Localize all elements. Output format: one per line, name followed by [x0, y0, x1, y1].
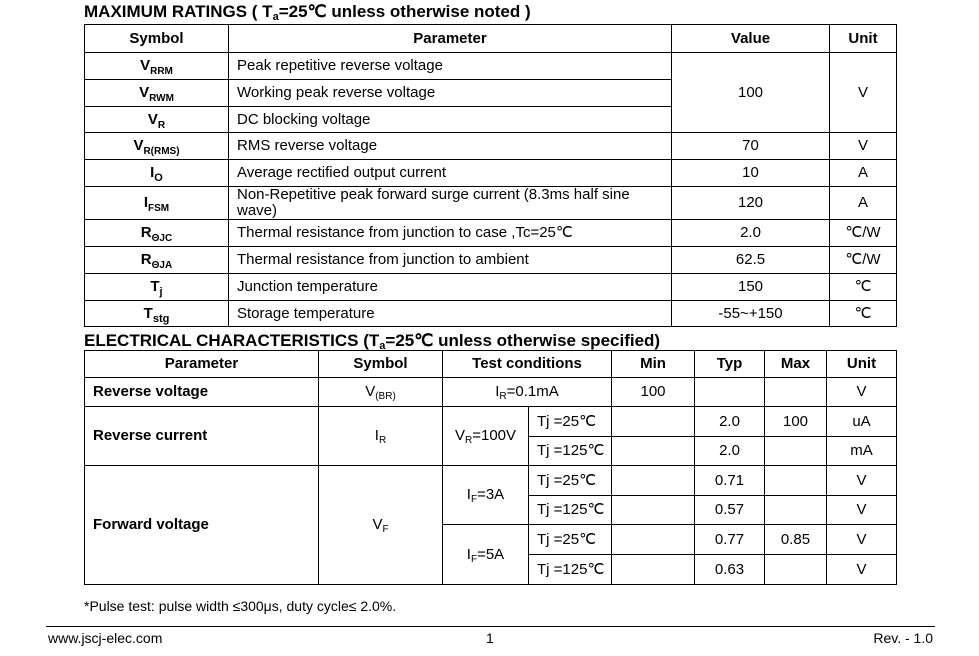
unit-cell: A: [830, 160, 897, 187]
unit-cell: ℃/W: [830, 247, 897, 274]
min-cell: [612, 496, 695, 525]
typ-cell: [695, 378, 765, 407]
tj-cell: Tj =25℃: [529, 525, 612, 555]
parameter-cell: Storage temperature: [229, 301, 672, 327]
tj-cell: Tj =25℃: [529, 466, 612, 496]
unit-cell: V: [827, 555, 897, 585]
parameter-cell: RMS reverse voltage: [229, 133, 672, 160]
electrical-characteristics-table: [84, 350, 897, 585]
table-row: [85, 133, 897, 160]
symbol-cell: $V_{R(RMS)}$: [85, 133, 229, 160]
symbol-cell: $T_{stg}$: [85, 301, 229, 327]
electrical-characteristics-title: ELECTRICAL CHARACTERISTICS ($T_a=25℃$ unless otherwise specified): [84, 331, 661, 352]
min-cell: [612, 437, 695, 466]
typ-cell: 0.63: [695, 555, 765, 585]
value-cell: 150: [672, 274, 830, 301]
table-row: [85, 247, 897, 274]
symbol-cell: $I_R$: [319, 407, 443, 466]
value-cell: 2.0: [672, 220, 830, 247]
parameter-cell: Average rectified output current: [229, 160, 672, 187]
table-row: [85, 378, 897, 407]
unit-cell: ℃: [830, 274, 897, 301]
tj-cell: Tj =125℃: [529, 555, 612, 585]
symbol-cell: $V_F$: [319, 466, 443, 585]
tj-cell: Tj =25℃: [529, 407, 612, 437]
table-row: [85, 466, 897, 496]
table-row: [85, 220, 897, 247]
header-test-conditions: Test conditions: [443, 351, 612, 378]
parameter-cell: Non-Repetitive peak forward surge current (8.3ms half sine wave): [229, 187, 672, 220]
typ-cell: 2.0: [695, 407, 765, 437]
min-cell: 100: [612, 378, 695, 407]
header-min: Min: [612, 351, 695, 378]
table-row: [85, 407, 897, 437]
footer-page-number: 1: [486, 630, 494, 646]
footer-website: www.jscj-elec.com: [48, 630, 163, 646]
symbol-cell: $T_j$: [85, 274, 229, 301]
symbol-cell: $I_{FSM}$: [85, 187, 229, 220]
symbol-cell: $I_O$: [85, 160, 229, 187]
parameter-cell: Junction temperature: [229, 274, 672, 301]
value-cell: 120: [672, 187, 830, 220]
typ-cell: 2.0: [695, 437, 765, 466]
header-unit: Unit: [830, 25, 897, 53]
pulse-test-note: *Pulse test: pulse width ≤300μs, duty cycle≤ 2.0%.: [84, 598, 397, 614]
symbol-cell: $V_{RWM}$: [85, 80, 229, 107]
min-cell: [612, 466, 695, 496]
parameter-cell: DC blocking voltage: [229, 107, 672, 133]
symbol-cell: $R_{\Theta JC}$: [85, 220, 229, 247]
value-cell: 62.5: [672, 247, 830, 274]
parameter-cell: Thermal resistance from junction to case ,Tc=25℃: [229, 220, 672, 247]
typ-cell: 0.57: [695, 496, 765, 525]
unit-cell: mA: [827, 437, 897, 466]
header-parameter: Parameter: [85, 351, 319, 378]
symbol-cell: $V_R$: [85, 107, 229, 133]
header-value: Value: [672, 25, 830, 53]
footer-revision: Rev. - 1.0: [873, 630, 933, 646]
symbol-cell: $V_{RRM}$: [85, 53, 229, 80]
header-typ: Typ: [695, 351, 765, 378]
symbol-cell: $R_{\Theta JA}$: [85, 247, 229, 274]
typ-cell: 0.71: [695, 466, 765, 496]
tj-cell: Tj =125℃: [529, 437, 612, 466]
min-cell: [612, 555, 695, 585]
footer-divider: [46, 626, 935, 627]
header-max: Max: [765, 351, 827, 378]
parameter-cell: Reverse voltage: [85, 378, 319, 407]
max-ratings-table: [84, 24, 897, 327]
test-condition-cell: $I_F=5A$: [443, 525, 529, 585]
table-row: [85, 274, 897, 301]
header-symbol: Symbol: [319, 351, 443, 378]
parameter-cell: Working peak reverse voltage: [229, 80, 672, 107]
test-condition-cell: $V_R=100V$: [443, 407, 529, 466]
value-cell: 70: [672, 133, 830, 160]
table-row: [85, 301, 897, 327]
unit-cell: A: [830, 187, 897, 220]
parameter-cell: Reverse current: [85, 407, 319, 466]
max-cell: [765, 378, 827, 407]
unit-cell: V: [830, 53, 897, 133]
parameter-cell: Peak repetitive reverse voltage: [229, 53, 672, 80]
max-cell: [765, 437, 827, 466]
value-cell: 10: [672, 160, 830, 187]
header-symbol: Symbol: [85, 25, 229, 53]
test-condition-cell: $I_R=0.1mA$: [443, 378, 612, 407]
unit-cell: ℃: [830, 301, 897, 327]
parameter-cell: Thermal resistance from junction to ambient: [229, 247, 672, 274]
table-row: [85, 160, 897, 187]
unit-cell: V: [827, 378, 897, 407]
max-cell: [765, 496, 827, 525]
unit-cell: V: [827, 466, 897, 496]
max-cell: 100: [765, 407, 827, 437]
header-parameter: Parameter: [229, 25, 672, 53]
max-cell: 0.85: [765, 525, 827, 555]
table-row: [85, 53, 897, 80]
unit-cell: V: [827, 496, 897, 525]
unit-cell: ℃/W: [830, 220, 897, 247]
unit-cell: V: [827, 525, 897, 555]
tj-cell: Tj =125℃: [529, 496, 612, 525]
test-condition-cell: $I_F=3A$: [443, 466, 529, 525]
parameter-cell: Forward voltage: [85, 466, 319, 585]
symbol-cell: $V_{(BR)}$: [319, 378, 443, 407]
min-cell: [612, 525, 695, 555]
value-cell: 100: [672, 53, 830, 133]
max-cell: [765, 555, 827, 585]
max-cell: [765, 466, 827, 496]
min-cell: [612, 407, 695, 437]
header-unit: Unit: [827, 351, 897, 378]
table-row: [85, 187, 897, 220]
unit-cell: uA: [827, 407, 897, 437]
typ-cell: 0.77: [695, 525, 765, 555]
unit-cell: V: [830, 133, 897, 160]
max-ratings-title: MAXIMUM RATINGS ( $T_a=25℃$ unless otherwise noted ): [84, 2, 531, 23]
value-cell: -55~+150: [672, 301, 830, 327]
